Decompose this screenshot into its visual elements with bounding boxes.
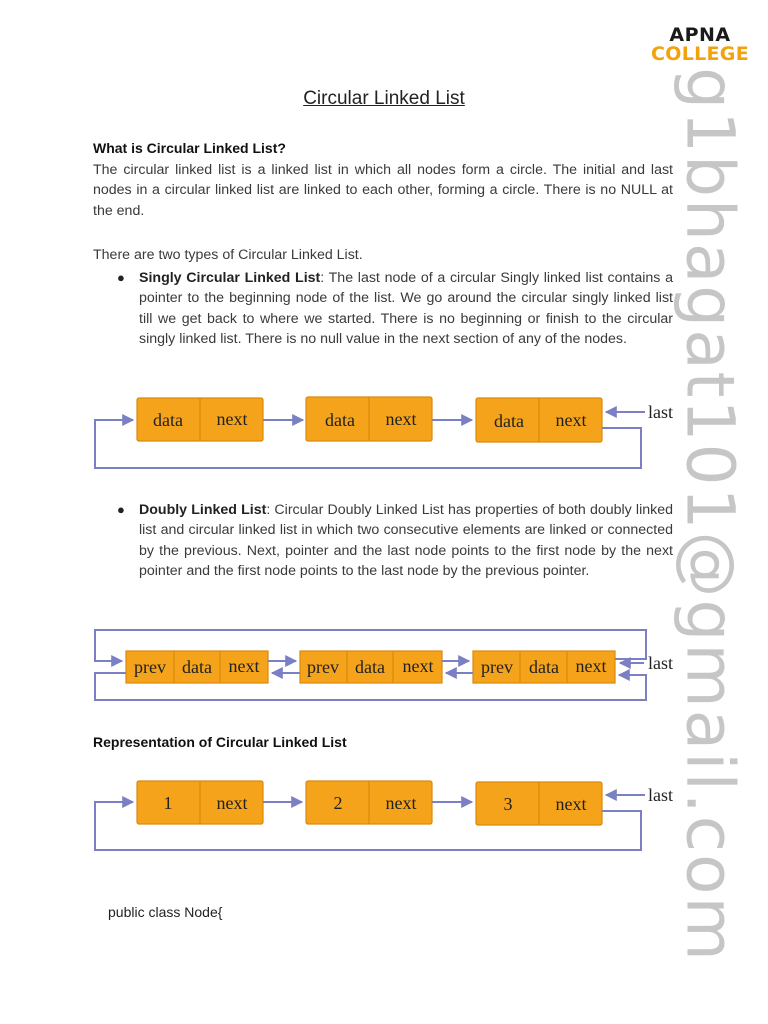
node-next-label: next: [228, 656, 260, 676]
node-next-label: next: [216, 793, 248, 813]
node-next-label: next: [402, 656, 434, 676]
doubly-circular-diagram: [95, 630, 673, 700]
bullet-singly-text: : The last node of a circular Singly linked list contains a pointer to the beginning node of the list. We go around the circular singly linked list till we get back to where we started. There is no beginning or finish to the circular singly linked list. There is no null value in the next section of any of the nodes.: [139, 270, 673, 347]
dnode-2: [300, 651, 442, 683]
logo-line-1: APNA: [669, 24, 731, 46]
last-label: last: [648, 653, 673, 673]
bullet-singly-term: Singly Circular Linked List: [139, 270, 321, 286]
bullet-doubly-term: Doubly Linked List: [139, 502, 267, 518]
node-data-label: data: [494, 411, 524, 431]
node-data-label: data: [529, 657, 559, 677]
page-title: Circular Linked List: [303, 88, 465, 109]
node-next-label: next: [385, 793, 417, 813]
bullet-dot: ●: [117, 502, 125, 517]
bullet-dot: ●: [117, 270, 125, 285]
section-heading-what-is: What is Circular Linked List?: [93, 140, 286, 156]
node-data-label: data: [153, 410, 183, 430]
node-value-label: 1: [163, 793, 173, 813]
code-line: public class Node{: [108, 904, 223, 920]
rnode-1: [137, 781, 263, 824]
node-data-label: data: [355, 657, 385, 677]
intro-paragraph: The circular linked list is a linked list in which all nodes form a circle. The initial and last nodes in a circular linked list are linked to each other, forming a circle. There is no NULL at the end.: [93, 162, 673, 219]
bullet-doubly-text: : Circular Doubly Linked List has properties of both doubly linked list and circular linked list in which two consecutive elements are linked or connected by the previous. Next, pointer and the last node points to the first node by the next pointer and the first node points to the last node by the previous pointer.: [139, 502, 673, 579]
last-label: last: [648, 402, 673, 422]
node-next-label: next: [216, 409, 248, 429]
rnode-3: [476, 782, 602, 825]
node-prev-label: prev: [307, 657, 339, 677]
node-next-label: next: [575, 656, 607, 676]
node-data-label: data: [325, 410, 355, 430]
node-prev-label: prev: [134, 657, 166, 677]
last-label: last: [648, 785, 673, 805]
logo-line-2: COLLEGE: [651, 43, 749, 65]
section-heading-representation: Representation of Circular Linked List: [93, 734, 347, 750]
node-value-label: 2: [333, 793, 343, 813]
email-watermark: g1bhagat101@gmail.com: [671, 67, 749, 963]
types-intro: There are two types of Circular Linked List.: [93, 247, 363, 263]
singly-circular-diagram: [95, 397, 673, 468]
dnode-3: [473, 651, 615, 683]
node-next-label: next: [555, 794, 587, 814]
dnode-1: [126, 651, 268, 683]
representation-diagram: [95, 781, 673, 850]
node-next-label: next: [385, 409, 417, 429]
rnode-2: [306, 781, 432, 824]
node-value-label: 3: [503, 794, 513, 814]
node-3: [476, 398, 602, 442]
node-2: [306, 397, 432, 441]
node-next-label: next: [555, 410, 587, 430]
node-1: [137, 398, 263, 441]
node-prev-label: prev: [481, 657, 513, 677]
node-data-label: data: [182, 657, 212, 677]
